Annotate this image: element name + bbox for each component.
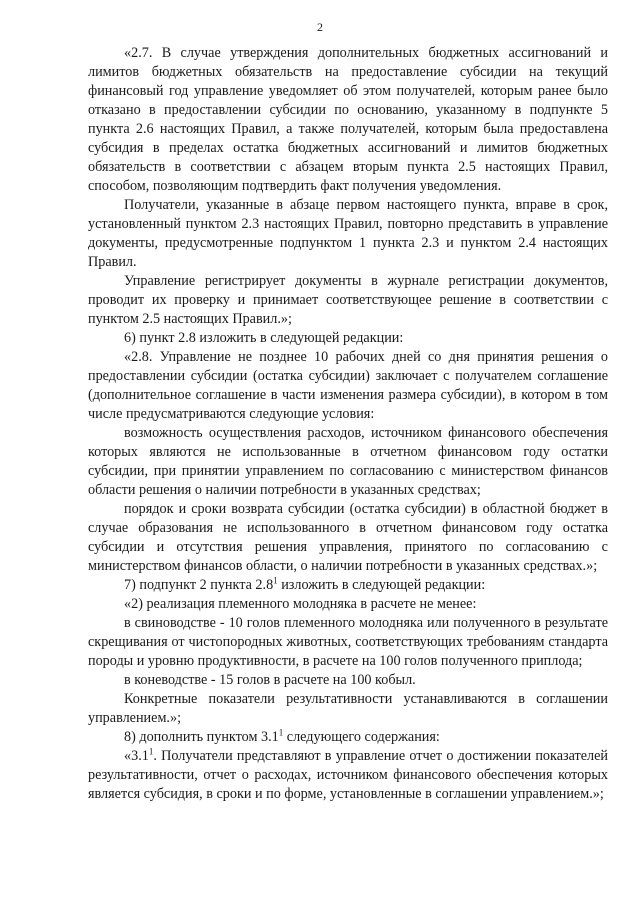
page-number: 2	[317, 20, 323, 34]
paragraph-2-7: «2.7. В случае утверждения дополнительных бюджетных ассигнований и лимитов бюджетных обязательств на предоставление субсидии на текущий финансовый год управление уведомляет об этом получателей, которым ранее было отказано в предоставлении субсидии по основанию, указанному в подпункте 5 пункта 2.6 настоящих Правил, а также получателей, которым была предоставлена субсидия в пределах остатка бюджетных ассигнований и лимитов бюджетных обязательств в соответствии с абзацем вторым пункта 2.5 настоящих Правил, способом, позволяющим подтвердить факт получения уведомления.	[88, 45, 608, 194]
paragraph-item-7	[88, 576, 608, 595]
paragraph-condition-2: порядок и сроки возврата субсидии (остатка субсидии) в областной бюджет в случае образования не использованного в отчетном финансовом году остатка субсидии и отсутствия решения управления, принятого по согласованию с министерством финансов области, о наличии потребности в указанных средствах.»;	[88, 501, 608, 574]
item-7-text-end: изложить в следующей редакции:	[277, 577, 486, 593]
paragraph-recipients: Получатели, указанные в абзаце первом настоящего пункта, вправе в срок, установленный пунктом 2.3 настоящих Правил, повторно представить в управление документы, предусмотренные подпунктом 1 пункта 2.3 и пунктом 2.4 настоящих Правил.	[88, 197, 608, 270]
paragraph-item-8	[88, 728, 608, 747]
paragraph-horse-breeding: в коневодстве - 15 голов в расчете на 100 кобыл.	[124, 672, 416, 688]
paragraph-registration: Управление регистрирует документы в журнале регистрации документов, проводит их проверку и принимает соответствующее решение в соответствии с пунктом 2.5 настоящих Правил.»;	[88, 273, 608, 327]
item-7-text: 7) подпункт 2 пункта 2.8	[124, 577, 274, 593]
paragraph-indicators: Конкретные показатели результативности устанавливаются в соглашении управлением.»;	[88, 691, 608, 726]
paragraph-condition-1: возможность осуществления расходов, источником финансового обеспечения которых являются не использованные в отчетном финансовом году остатки субсидии, при принятии управлением по согласованию с министерством финансов области решения о наличии потребности в указанных средствах;	[88, 425, 608, 498]
clause-3-1-1-number: «3.1	[124, 748, 149, 764]
paragraph-item-6: 6) пункт 2.8 изложить в следующей редакции:	[124, 330, 404, 346]
paragraph-2-8: «2.8. Управление не позднее 10 рабочих дней со дня принятия решения о предоставлении субсидии (остатка субсидии) заключает с получателем соглашение (дополнительное соглашение в части изменения размера субсидии), в котором в том числе предусматриваются следующие условия:	[88, 349, 608, 422]
document-body	[88, 44, 608, 804]
paragraph-3-1-1	[88, 747, 608, 804]
clause-3-1-1-text: . Получатели представляют в управление отчет о достижении показателей результативности, отчет о расходах, источником финансового обеспечения которых является субсидия, в сроки и по форме, установленные в соглашении управлением.»;	[88, 748, 608, 802]
item-8-superscript: 1	[278, 727, 284, 738]
paragraph-pig-breeding: в свиноводстве - 10 голов племенного молодняка или полученного в результате скрещивания от чистопородных животных, соответствующих требованиям стандарта породы и уровню продуктивности, в расчете на 100 голов полученного приплода;	[88, 615, 608, 669]
item-7-superscript: 1	[273, 575, 278, 586]
item-8-text-end: следующего содержания:	[283, 729, 440, 745]
clause-3-1-1-superscript: 1	[148, 746, 154, 757]
paragraph-breeding: «2) реализация племенного молодняка в расчете не менее:	[124, 596, 477, 612]
item-8-text: 8) дополнить пунктом 3.1	[124, 729, 279, 745]
